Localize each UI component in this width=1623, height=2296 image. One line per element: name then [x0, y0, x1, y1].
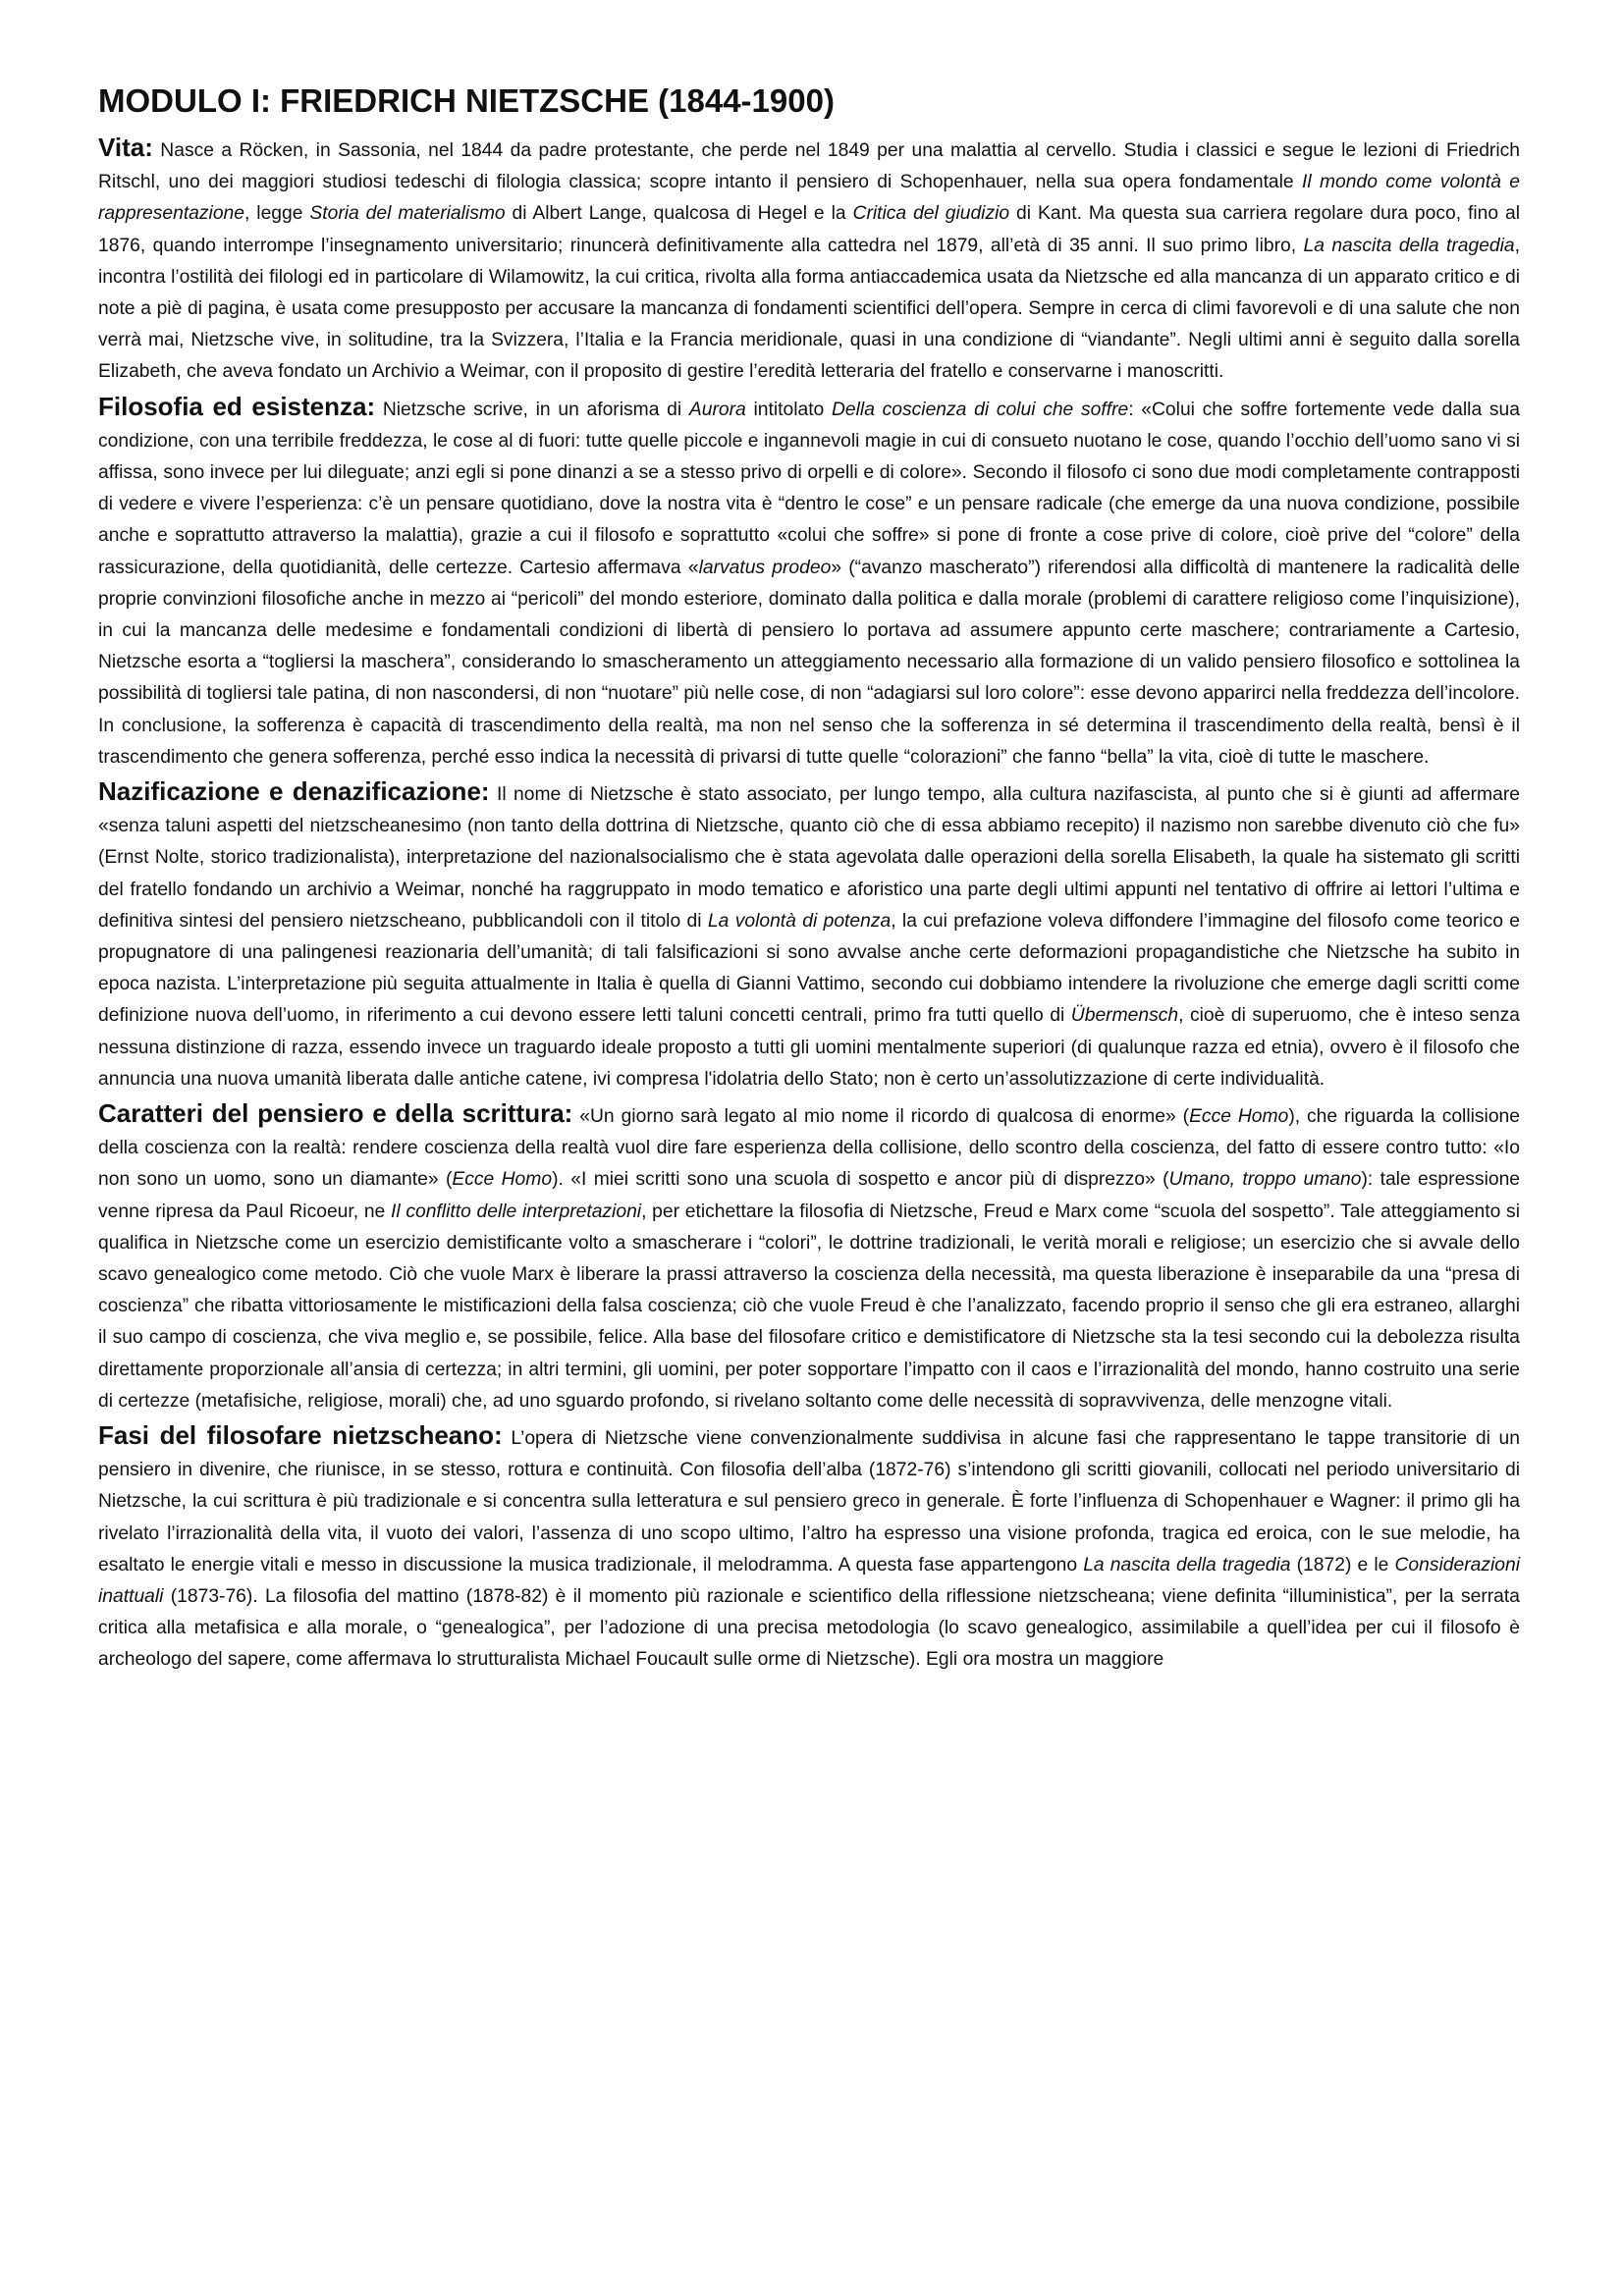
- section-paragraph: [98, 775, 1520, 1095]
- italic-title-text: Ecce Homo: [1189, 1106, 1289, 1128]
- body-text: di Kant. Ma questa sua carriera regolare dura poco, fino al 1876, quando interrompe l’insegnamento universitario; rinuncerà definitivamente alla cattedra nel 1879, all’età di 35 anni. Il suo primo libro,: [98, 203, 1520, 256]
- body-text: L’opera di Nietzsche viene convenzionalmente suddivisa in alcune fasi che rappresentano le tappe transitorie di un pensiero in divenire, che riunisce, in se stesso, rottura e continuità. Con filosofia dell’alba (1872-76) s’intendono gli scritti giovanili, collocati nel periodo universitario di Nietzsche, la cui scrittura è più tradizionale e si concentra sulla letteratura e sul pensiero greco in generale. È forte l’influenza di Schopenhauer e Wagner: il primo gli ha rivelato l’irrazionalità della vita, il vuoto dei valori, l’assenza di uno scopo ultimo, l’altro ha espresso una visione profonda, tragica ed eroica, con le sue melodie, ha esaltato le energie vitali e messo in discussione la musica tradizionale, il melodramma. A questa fase appartengono: [98, 1428, 1521, 1575]
- italic-title-text: Übermensch: [1070, 1005, 1179, 1027]
- body-text: , per etichettare la filosofia di Nietzsche, Freud e Marx come “scuola del sospetto”. Tale atteggiamento si qualifica in Nietzsche come un esercizio demistificante volto a smascherare i “colori”, le dottrine tradizionali, le verità morali e religiose; un esercizio che si avvale dello scavo genealogico come metodo. Ciò che vuole Marx è liberare la prassi attraverso la coscienza della necessità, ma questa liberazione è inseparabile da una “presa di coscienza” che ribatta vittoriosamente le mistificazioni della falsa coscienza; ciò che vuole Freud è che l’analizzato, facendo proprio il senso che gli era estraneo, allarghi il suo campo di coscienza, che viva meglio e, se possibile, felice. Alla base del filosofare critico e demistificatore di Nietzsche sta la tesi secondo cui la debolezza risulta direttamente proporzionale all’ansia di certezza; in altri termini, gli uomini, per poter sopportare l’impatto con il caos e l’irrazionalità del mondo, hanno costruito una serie di certezze (metafisiche, religiose, morali) che, ad uno sguardo profondo, si rivelano soltanto come delle necessità di sopravvivenza, delle menzogne vitali.: [98, 1201, 1520, 1412]
- body-text: , la cui prefazione voleva diffondere l’immagine del filosofo come teorico e propugnatore di una palingenesi reazionaria dell’umanità; di tali falsificazioni si sono avvalse anche certe deformazioni propagandistiche che Nietzsche ha subito in epoca nazista. L’interpretazione più seguita attualmente in Italia è quella di Gianni Vattimo, secondo cui dobbiamo intendere la rivoluzione che emerge dagli scritti come definizione nuova dell’uomo, in riferimento a cui devono essere letti taluni concetti centrali, primo fra tutti quello di: [98, 910, 1521, 1027]
- italic-title-text: La nascita della tragedia: [1303, 235, 1515, 256]
- body-text: Nasce a Röcken, in Sassonia, nel 1844 da padre protestante, che perde nel 1849 per una malattia al cervello. Studia i classici e segue le lezioni di Friedrich Ritschl, uno dei maggiori studiosi tedeschi di filologia classica; scopre intanto il pensiero di Schopenhauer, nella sua opera fondamentale: [98, 139, 1520, 193]
- section-heading: Filosofia ed esistenza:: [98, 391, 376, 421]
- italic-title-text: larvatus prodeo: [698, 557, 832, 578]
- document-page: [98, 82, 1520, 1679]
- body-text: » (“avanzo mascherato”) riferendosi alla difficoltà di mantenere la radicalità delle proprie convinzioni filosofiche anche in mezzo ai “pericoli” del mondo esteriore, dominato dalla politica e dalla morale (problemi di carattere religioso come l’inquisizione), in cui la mancanza delle medesime e fondamentali condizioni di libertà di pensiero lo portava ad assumere appunto certe maschere; contrariamente a Cartesio, Nietzsche esorta a “togliersi la maschera”, considerando lo smascheramento un atteggiamento necessario alla formazione di un valido pensiero filosofico e sottolinea la possibilità di togliersi tale patina, di non nascondersi, di non “nuotare” più nelle cose, di non “adagiarsi sul loro colore”: esse devono apparirci nella freddezza dell’incolore. In conclusione, la sofferenza è capacità di trascendimento della realtà, ma non nel senso che la sofferenza in sé determina il trascendimento della realtà, bensì è il trascendimento che genera sofferenza, perché esso indica la necessità di privarsi di tutte quelle “colorazioni” che fanno “bella” la vita, cioè di tutte le maschere.: [98, 557, 1520, 768]
- italic-title-text: La nascita della tragedia: [1083, 1554, 1291, 1575]
- italic-title-text: Critica del giudizio: [852, 203, 1010, 225]
- body-text: ). «I miei scritti sono una scuola di sospetto e ancor più di disprezzo» (: [552, 1169, 1169, 1191]
- section-paragraph: [98, 1419, 1520, 1677]
- italic-title-text: La volontà di potenza: [707, 910, 892, 932]
- body-text: , cioè di superuomo, che è inteso senza nessuna distinzione di razza, essendo invece un traguardo ideale proposto a tutti gli uomini mentalmente superiori (di qualunque razza ed etnia), ovvero è il filosofo che annuncia una nuova umanità liberata dalle antiche catene, ivi compresa l'idolatria dello Stato; non è certo un’assolutizzazione di certe individualità.: [98, 1005, 1520, 1090]
- section-paragraph: [98, 391, 1520, 774]
- document-title: MODULO I: FRIEDRICH NIETZSCHE (1844-1900): [98, 82, 835, 119]
- section-paragraph: [98, 1097, 1520, 1417]
- body-text: di Albert Lange, qualcosa di Hegel e la: [505, 203, 853, 225]
- italic-title-text: Il mondo come volontà e rappresentazione: [98, 172, 1520, 225]
- document-body: [98, 132, 1520, 1677]
- section-heading: Nazificazione e denazificazione:: [98, 776, 490, 806]
- section-paragraph: [98, 132, 1520, 389]
- body-text: (1872) e le: [1290, 1554, 1395, 1575]
- body-text: «Un giorno sarà legato al mio nome il ricordo di qualcosa di enorme» (: [572, 1106, 1190, 1128]
- italic-title-text: Ecce Homo: [452, 1169, 553, 1191]
- body-text: ), che riguarda la collisione della coscienza con la realtà: rendere coscienza della realtà vuol dire fare esperienza della collisione, dello scontro della coscienza, del fatto di essere contro tutto: «Io non sono un uomo, sono un diamante» (: [98, 1106, 1521, 1191]
- body-text: , incontra l’ostilità dei filologi ed in particolare di Wilamowitz, la cui critica, rivolta alla forma antiaccademica usata da Nietzsche ed alla mancanza di un apparato critico e di note a piè di pagina, è usata come presupposto per accusare la mancanza di fondamenti scientifici dell’opera. Sempre in cerca di climi favorevoli e di una salute che non verrà mai, Nietzsche vive, in solitudine, tra la Svizzera, l’Italia e la Francia meridionale, quasi in una condizione di “viandante”. Negli ultimi anni è seguito dalla sorella Elizabeth, che aveva fondato un Archivio a Weimar, con il proposito di gestire l’eredità letteraria del fratello e conservarne i manoscritti.: [98, 235, 1521, 383]
- italic-title-text: Storia del materialismo: [309, 203, 506, 225]
- body-text: ): tale espressione venne ripresa da Paul Ricoeur, ne: [98, 1169, 1521, 1222]
- italic-title-text: Umano, troppo umano: [1168, 1169, 1362, 1191]
- section-heading: Fasi del filosofare nietzscheano:: [98, 1420, 503, 1451]
- body-text: Nietzsche scrive, in un aforisma di: [375, 399, 689, 420]
- body-text: Il nome di Nietzsche è stato associato, per lungo tempo, alla cultura nazifascista, al punto che si è giunti ad affermare «senza taluni aspetti del nietzscheanesimo (non tanto della dottrina di Nietzsche, quanto ciò che di essa abbiamo recepito) il nazismo non sarebbe divenuto ciò che fu» (Ernst Nolte, storico tradizionalista), interpretazione del nazionalsocialismo che è stata agevolata dalle operazioni della sorella Elisabeth, la quale ha sistemato gli scritti del fratello fondando un archivio a Weimar, nonché ha raggruppato in modo tematico e aforistico una parte degli ultimi appunti nel tentativo di offrire ai lettori l’ultima e definitiva sintesi del pensiero nietzscheano, pubblicandoli con il titolo di: [98, 784, 1520, 932]
- body-text: , legge: [244, 203, 310, 225]
- body-text: intitolato: [745, 399, 832, 420]
- italic-title-text: Della coscienza di colui che soffre: [832, 399, 1129, 420]
- body-text: (1873-76). La filosofia del mattino (1878-82) è il momento più razionale e scientifico della riflessione nietzscheana; viene definita “illuministica”, per la serrata critica alla metafisica e alla morale, o “genealogica”, per l’adozione di una precisa metodologia (lo scavo genealogico, assimilabile a quell’idea per cui il filosofo è archeologo del sapere, come affermava lo strutturalista Michael Foucault sulle orme di Nietzsche). Egli ora mostra un maggiore: [98, 1586, 1520, 1671]
- section-heading: Caratteri del pensiero e della scrittura:: [98, 1098, 573, 1129]
- italic-title-text: Il conflitto delle interpretazioni: [390, 1201, 642, 1222]
- italic-title-text: Considerazioni inattuali: [98, 1554, 1520, 1608]
- italic-title-text: Aurora: [688, 399, 746, 420]
- section-heading: Vita:: [98, 132, 153, 162]
- body-text: : «Colui che soffre fortemente vede dalla sua condizione, con una terribile freddezza, le cose al di fuori: tutte quelle piccole e ingannevoli magie in cui di consueto nuotano le cose, quando l’occhio dell’uomo sano vi si affissa, sono invece per lui dileguate; anzi egli si pone dinanzi a se a stesso privo di orpelli e di colore». Secondo il filosofo ci sono due modi completamente contrapposti di vedere e vivere l’esperienza: c’è un pensare quotidiano, dove la nostra vita è “dentro le cose” e un pensare radicale (che emerge da una nuova condizione, possibile anche e soprattutto attraverso la malattia), grazie a cui il filosofo e soprattutto «colui che soffre» si pone di fronte a cose prive di colore, cioè prive del “colore” della rassicurazione, della quotidianità, delle certezze. Cartesio affermava «: [98, 399, 1520, 578]
